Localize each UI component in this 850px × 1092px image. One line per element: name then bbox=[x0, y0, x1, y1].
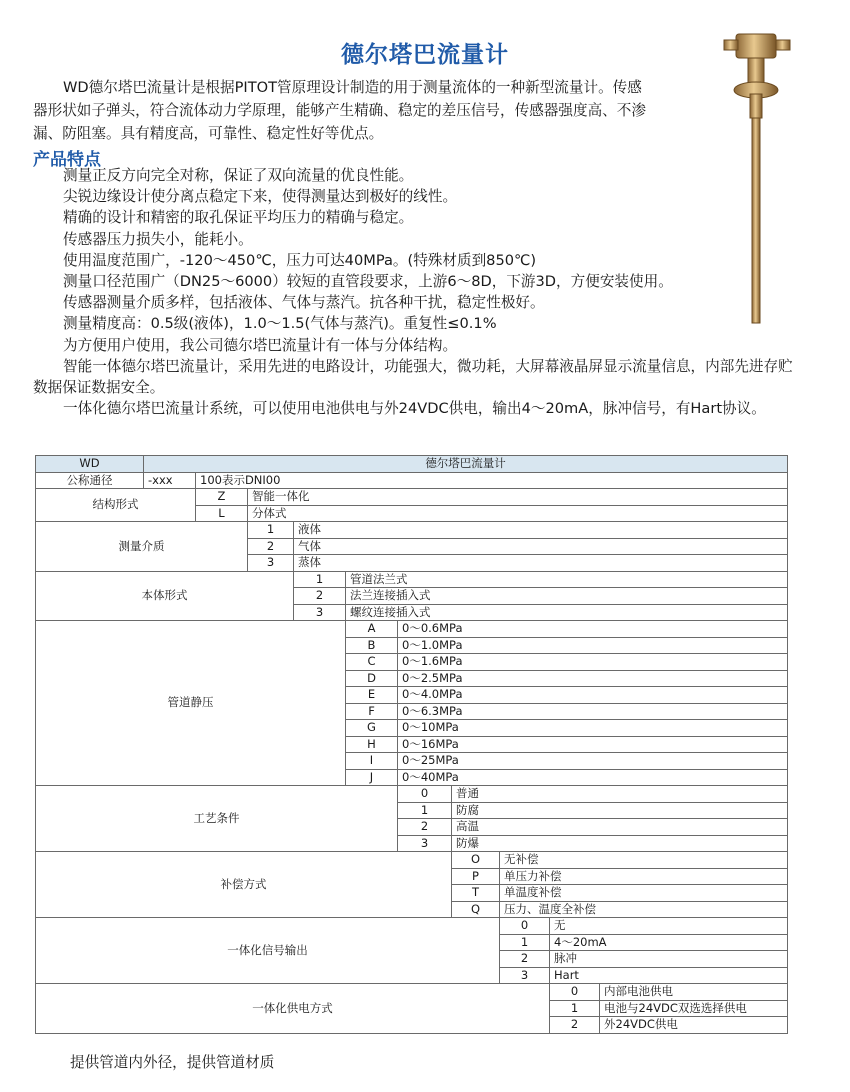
feature-line: 为方便用户使用，我公司德尔塔巴流量计有一体与分体结构。 bbox=[63, 336, 458, 354]
section-title-features: 产品特点 bbox=[33, 150, 101, 170]
option-code: 2 bbox=[398, 819, 452, 836]
option-code: A bbox=[346, 621, 398, 638]
option-code: 2 bbox=[500, 951, 550, 968]
option-desc: 0～2.5MPa bbox=[398, 670, 788, 687]
group-label: 本体形式 bbox=[36, 571, 294, 621]
table-row bbox=[36, 571, 788, 588]
option-code: 1 bbox=[398, 802, 452, 819]
option-code: F bbox=[346, 703, 398, 720]
row-code: -xxx bbox=[144, 472, 196, 489]
option-desc: 0～0.6MPa bbox=[398, 621, 788, 638]
feature-line: 测量口径范围广（DN25～6000）较短的直管段要求，上游6～8D，下游3D，方便安装使用。 bbox=[63, 273, 673, 291]
group-label: 测量介质 bbox=[36, 522, 248, 572]
option-desc: 脉冲 bbox=[550, 951, 788, 968]
option-code: 2 bbox=[294, 588, 346, 605]
option-desc: 压力、温度全补偿 bbox=[500, 901, 788, 918]
table-row bbox=[36, 918, 788, 935]
option-desc: 0～1.6MPa bbox=[398, 654, 788, 671]
option-code: 3 bbox=[398, 835, 452, 852]
option-desc: 管道法兰式 bbox=[346, 571, 788, 588]
option-desc: 蒸体 bbox=[294, 555, 788, 572]
option-code: 0 bbox=[500, 918, 550, 935]
option-code: P bbox=[452, 868, 500, 885]
intro-paragraph bbox=[33, 76, 653, 145]
option-desc: 防腐 bbox=[452, 802, 788, 819]
option-desc: 普通 bbox=[452, 786, 788, 803]
group-label: 补偿方式 bbox=[36, 852, 452, 918]
option-desc: 高温 bbox=[452, 819, 788, 836]
option-code: D bbox=[346, 670, 398, 687]
option-desc: 单温度补偿 bbox=[500, 885, 788, 902]
option-desc: 内部电池供电 bbox=[600, 984, 788, 1001]
header-name: 德尔塔巴流量计 bbox=[144, 456, 788, 473]
option-code: 0 bbox=[398, 786, 452, 803]
option-code: E bbox=[346, 687, 398, 704]
option-code: O bbox=[452, 852, 500, 869]
group-label: 结构形式 bbox=[36, 489, 196, 522]
feature-line: 测量正反方向完全对称，保证了双向流量的优良性能。 bbox=[63, 167, 414, 184]
option-desc: 0～25MPa bbox=[398, 753, 788, 770]
table-header-row bbox=[36, 456, 788, 473]
option-code: 3 bbox=[294, 604, 346, 621]
option-code: 0 bbox=[550, 984, 600, 1001]
features-list bbox=[33, 165, 793, 419]
feature-line: 智能一体德尔塔巴流量计，采用先进的电路设计，功能强大，微功耗，大屏幕液晶屏显示流量信息，内部先进存贮数据保证数据安全。 bbox=[33, 357, 793, 397]
option-code: 1 bbox=[550, 1000, 600, 1017]
option-code: 3 bbox=[500, 967, 550, 984]
option-desc: 防爆 bbox=[452, 835, 788, 852]
row-label: 公称通径 bbox=[36, 472, 144, 489]
table-row bbox=[36, 522, 788, 539]
option-desc: 单压力补偿 bbox=[500, 868, 788, 885]
option-desc: 0～1.0MPa bbox=[398, 637, 788, 654]
option-code: G bbox=[346, 720, 398, 737]
group-label: 工艺条件 bbox=[36, 786, 398, 852]
option-code: 2 bbox=[248, 538, 294, 555]
option-code: Q bbox=[452, 901, 500, 918]
group-label: 一体化信号输出 bbox=[36, 918, 500, 984]
option-desc: 0～40MPa bbox=[398, 769, 788, 786]
option-desc: 液体 bbox=[294, 522, 788, 539]
option-desc: 电池与24VDC双选选择供电 bbox=[600, 1000, 788, 1017]
group-label: 管道静压 bbox=[36, 621, 346, 786]
option-desc: 4～20mA bbox=[550, 934, 788, 951]
feature-line: 传感器压力损失小，能耗小。 bbox=[63, 230, 253, 248]
option-desc: 0～10MPa bbox=[398, 720, 788, 737]
option-desc: 分体式 bbox=[248, 505, 788, 522]
option-code: B bbox=[346, 637, 398, 654]
option-code: T bbox=[452, 885, 500, 902]
group-label: 一体化供电方式 bbox=[36, 984, 550, 1034]
footer-note: 提供管道内外径，提供管道材质 bbox=[70, 1054, 275, 1071]
header-model: WD bbox=[36, 456, 144, 473]
table-row bbox=[36, 852, 788, 869]
option-code: I bbox=[346, 753, 398, 770]
option-code: 1 bbox=[294, 571, 346, 588]
option-desc: 0～4.0MPa bbox=[398, 687, 788, 704]
option-code: Z bbox=[196, 489, 248, 506]
table-row bbox=[36, 621, 788, 638]
option-code: C bbox=[346, 654, 398, 671]
option-desc: 智能一体化 bbox=[248, 489, 788, 506]
feature-line: 使用温度范围广，-120～450℃，压力可达40MPa。(特殊材质到850℃) bbox=[63, 251, 537, 269]
option-desc: 螺纹连接插入式 bbox=[346, 604, 788, 621]
intro-text: WD德尔塔巴流量计是根据PITOT管原理设计制造的用于测量流体的一种新型流量计。传感器形状如子弹头，符合流体动力学原理，能够产生精确、稳定的差压信号，传感器强度高、不渗漏、防阻塞。具有精度高，可靠性、稳定性好等优点。 bbox=[33, 79, 646, 142]
option-desc: 0～6.3MPa bbox=[398, 703, 788, 720]
feature-line: 测量精度高：0.5级(液体)，1.0～1.5(气体与蒸汽)。重复性≤0.1% bbox=[63, 315, 497, 333]
option-desc: 法兰连接插入式 bbox=[346, 588, 788, 605]
option-desc: 无补偿 bbox=[500, 852, 788, 869]
table-row bbox=[36, 472, 788, 489]
option-code: 2 bbox=[550, 1017, 600, 1034]
option-code: 3 bbox=[248, 555, 294, 572]
option-desc: 气体 bbox=[294, 538, 788, 555]
feature-line: 尖锐边缘设计使分离点稳定下来，使得测量达到极好的线性。 bbox=[63, 188, 458, 206]
option-code: J bbox=[346, 769, 398, 786]
option-code: L bbox=[196, 505, 248, 522]
option-desc: Hart bbox=[550, 967, 788, 984]
option-code: 1 bbox=[500, 934, 550, 951]
feature-line: 一体化德尔塔巴流量计系统，可以使用电池供电与外24VDC供电，输出4～20mA，脉冲信号，有Hart协议。 bbox=[63, 400, 766, 418]
feature-line: 精确的设计和精密的取孔保证平均压力的精确与稳定。 bbox=[63, 209, 414, 227]
option-desc: 0～16MPa bbox=[398, 736, 788, 753]
option-code: 1 bbox=[248, 522, 294, 539]
table-row bbox=[36, 786, 788, 803]
option-desc: 无 bbox=[550, 918, 788, 935]
page-title: 德尔塔巴流量计 bbox=[341, 42, 509, 68]
option-code: H bbox=[346, 736, 398, 753]
selection-table bbox=[35, 455, 788, 1034]
option-desc: 外24VDC供电 bbox=[600, 1017, 788, 1034]
row-desc: 100表示DNI00 bbox=[196, 472, 788, 489]
feature-line: 传感器测量介质多样，包括液体、气体与蒸汽。抗各种干扰，稳定性极好。 bbox=[63, 294, 545, 312]
table-row bbox=[36, 489, 788, 506]
table-row bbox=[36, 984, 788, 1001]
